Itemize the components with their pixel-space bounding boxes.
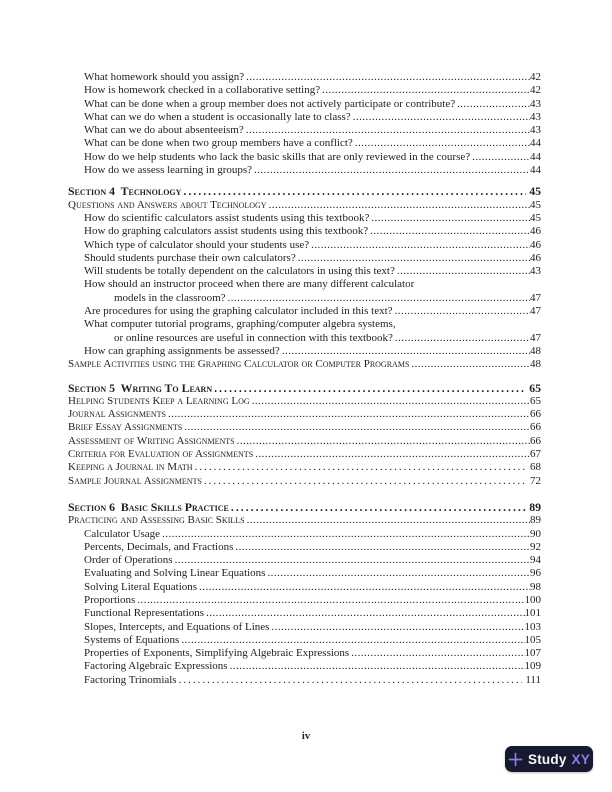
toc-entry xyxy=(68,164,541,177)
studyxy-badge xyxy=(505,746,593,772)
toc-entry-title: What can we do about absenteeism? xyxy=(84,124,244,137)
toc-entry xyxy=(68,621,541,634)
dot-leader xyxy=(296,252,530,265)
toc-entry xyxy=(68,225,541,238)
toc-entry xyxy=(68,421,541,434)
toc-entry xyxy=(68,124,541,137)
toc-entry-page-number: 47 xyxy=(530,291,541,304)
toc-entry xyxy=(68,647,541,660)
toc-entry-page-number: 45 xyxy=(530,211,541,224)
toc-entry-title: Criteria for Evaluation of Assignments xyxy=(68,448,254,461)
toc-entry-page-number: 67 xyxy=(530,448,541,461)
dot-leader xyxy=(179,634,524,647)
toc-entry-title: Factoring Trinomials xyxy=(84,673,177,686)
toc-entry xyxy=(68,239,541,252)
toc-entry-title: Order of Operations xyxy=(84,554,173,567)
toc-entry-title: Journal Assignments xyxy=(68,408,166,421)
toc-entry xyxy=(68,137,541,150)
dot-leader xyxy=(160,528,530,541)
toc-entry-page-number: 72 xyxy=(530,474,541,487)
toc-entry xyxy=(68,594,541,607)
toc-entry-title: What can we do when a student is occasionally late to class? xyxy=(84,110,351,123)
toc-entry xyxy=(68,448,541,461)
toc-entry-page-number: 65 xyxy=(530,394,541,407)
dot-leader xyxy=(409,358,530,371)
dot-leader xyxy=(173,554,530,567)
dot-leader xyxy=(368,225,530,238)
toc-entry xyxy=(68,305,541,318)
dot-leader xyxy=(470,151,530,164)
toc-entry xyxy=(68,332,541,345)
toc-entry-title: Practicing and Assessing Basic Skills xyxy=(68,514,245,527)
toc-entry-page-number: 98 xyxy=(530,580,541,593)
toc-entry-page-number: 100 xyxy=(524,593,541,606)
table-of-contents xyxy=(68,71,541,687)
toc-entry xyxy=(68,252,541,265)
toc-entry-page-number: 89 xyxy=(529,499,541,514)
toc-entry-page-number: 92 xyxy=(530,540,541,553)
toc-entry-page-number: 43 xyxy=(530,110,541,123)
dot-leader xyxy=(455,98,530,111)
dot-leader xyxy=(177,674,523,687)
toc-entry-title: Solving Literal Equations xyxy=(84,580,198,593)
toc-entry xyxy=(68,84,541,97)
studyxy-wordmark-study: Study xyxy=(528,751,567,767)
dot-leader xyxy=(193,461,527,474)
toc-entry-title: How do we assess learning in groups? xyxy=(84,164,253,177)
toc-entry-title: Keeping a Journal in Math xyxy=(68,461,193,474)
toc-entry xyxy=(68,382,541,395)
toc-entry-page-number: 66 xyxy=(530,421,541,434)
toc-entry-title: Questions and Answers about Technology xyxy=(68,198,267,211)
toc-entry xyxy=(68,345,541,358)
toc-entry-title: Section 4 Technology xyxy=(68,184,182,199)
toc-entry-page-number: 111 xyxy=(525,673,541,686)
toc-entry-page-number: 43 xyxy=(530,124,541,137)
toc-entry xyxy=(68,514,541,527)
toc-entry-title: How is homework checked in a collaborative setting? xyxy=(84,84,321,97)
toc-entry xyxy=(68,475,541,488)
toc-entry xyxy=(68,581,541,594)
dot-leader xyxy=(244,71,530,84)
page-number-folio: iv xyxy=(301,731,311,742)
toc-entry-title: Factoring Algebraic Expressions xyxy=(84,660,228,673)
toc-entry-title: or online resources are useful in connection with this textbook? xyxy=(114,331,393,344)
toc-entry xyxy=(68,501,541,514)
dot-leader xyxy=(349,647,524,660)
toc-entry xyxy=(68,634,541,647)
toc-entry-title: Calculator Usage xyxy=(84,527,161,540)
toc-entry-page-number: 46 xyxy=(530,251,541,264)
dot-leader xyxy=(182,421,530,434)
toc-entry-page-number: 101 xyxy=(524,607,541,620)
dot-leader xyxy=(233,541,530,554)
toc-entry xyxy=(68,395,541,408)
toc-entry xyxy=(68,98,541,111)
toc-entry xyxy=(68,151,541,164)
toc-entry-page-number: 44 xyxy=(530,150,541,163)
dot-leader xyxy=(320,84,530,97)
toc-entry-page-number: 47 xyxy=(530,331,541,344)
toc-entry-page-number: 43 xyxy=(530,97,541,110)
toc-entry-page-number: 45 xyxy=(530,198,541,211)
dot-leader xyxy=(252,164,530,177)
dot-leader xyxy=(280,345,530,358)
toc-entry xyxy=(68,660,541,673)
dot-leader xyxy=(269,621,524,634)
toc-entry xyxy=(68,408,541,421)
toc-entry-title: Should students purchase their own calculators? xyxy=(84,251,296,264)
dot-leader xyxy=(235,435,530,448)
dot-leader xyxy=(226,292,530,305)
toc-entry-page-number: 94 xyxy=(530,554,541,567)
toc-entry xyxy=(68,435,541,448)
toc-entry-title: Systems of Equations xyxy=(84,633,180,646)
toc-entry xyxy=(68,265,541,278)
toc-entry-page-number: 42 xyxy=(530,84,541,97)
dot-leader xyxy=(393,305,530,318)
toc-entry-page-number: 66 xyxy=(530,434,541,447)
toc-entry-title: Evaluating and Solving Linear Equations xyxy=(84,567,266,580)
toc-entry-page-number: 47 xyxy=(530,305,541,318)
toc-entry-page-number: 48 xyxy=(530,344,541,357)
toc-entry-title: Assessment of Writing Assignments xyxy=(68,434,235,447)
toc-entry-title: models in the classroom? xyxy=(114,291,226,304)
toc-entry xyxy=(68,541,541,554)
toc-entry xyxy=(68,358,541,371)
toc-entry xyxy=(68,554,541,567)
toc-entry-title: How do we help students who lack the basic skills that are only reviewed in the course? xyxy=(84,150,471,163)
toc-entry-title: How do scientific calculators assist students using this textbook? xyxy=(84,211,370,224)
dot-leader xyxy=(204,607,524,620)
toc-entry-page-number: 44 xyxy=(530,137,541,150)
toc-entry-title: Helping Students Keep a Learning Log xyxy=(68,394,250,407)
toc-entry-title: What can be done when two group members have a conflict? xyxy=(84,137,353,150)
dot-leader xyxy=(212,382,526,395)
dot-leader xyxy=(181,185,526,198)
toc-entry-title: How do graphing calculators assist students using this textbook? xyxy=(84,225,369,238)
dot-leader xyxy=(135,594,524,607)
dot-leader xyxy=(395,265,530,278)
toc-entry-page-number: 44 xyxy=(530,164,541,177)
toc-entry-title: What can be done when a group member does not actively participate or contribute? xyxy=(84,97,456,110)
page-footer xyxy=(0,731,612,742)
toc-entry-page-number: 96 xyxy=(530,567,541,580)
toc-entry-title: Are procedures for using the graphing calculator included in this text? xyxy=(84,305,393,318)
dot-leader xyxy=(202,475,527,488)
toc-entry-title: Percents, Decimals, and Fractions xyxy=(84,540,234,553)
toc-entry-title: Section 5 Writing To Learn xyxy=(68,380,213,395)
toc-entry-page-number: 105 xyxy=(524,633,541,646)
dot-leader xyxy=(369,212,530,225)
toc-entry-title: Section 6 Basic Skills Practice xyxy=(68,499,229,514)
toc-entry-page-number: 46 xyxy=(530,238,541,251)
toc-entry-page-number: 48 xyxy=(530,358,541,371)
dot-leader xyxy=(245,514,530,527)
toc-entry-title: Brief Essay Assignments xyxy=(68,421,183,434)
toc-entry xyxy=(68,212,541,225)
toc-entry-title: Sample Journal Assignments xyxy=(68,474,202,487)
toc-entry-page-number: 65 xyxy=(529,380,541,395)
toc-entry-page-number: 45 xyxy=(529,184,541,199)
dot-leader xyxy=(229,501,526,514)
toc-entry-title: Slopes, Intercepts, and Equations of Lines xyxy=(84,620,270,633)
toc-entry xyxy=(68,111,541,124)
toc-entry xyxy=(68,292,541,305)
dot-leader xyxy=(351,111,530,124)
toc-entry-title: How can graphing assignments be assessed? xyxy=(84,344,280,357)
toc-entry-title: Proportions xyxy=(84,593,136,606)
dot-leader xyxy=(265,567,530,580)
toc-entry-page-number: 43 xyxy=(530,265,541,278)
dot-leader xyxy=(228,660,525,673)
toc-entry-title: What homework should you assign? xyxy=(84,71,245,83)
dot-leader xyxy=(253,448,530,461)
toc-entry-title: Will students be totally dependent on the calculators in using this text? xyxy=(84,265,395,278)
dot-leader xyxy=(267,199,530,212)
toc-entry xyxy=(68,318,541,331)
toc-entry-page-number: 90 xyxy=(530,527,541,540)
studyxy-wordmark-xy: XY xyxy=(571,751,590,767)
toc-entry xyxy=(68,185,541,198)
toc-entry-title: Which type of calculator should your students use? xyxy=(84,238,310,251)
toc-entry xyxy=(68,674,541,687)
toc-entry-page-number: 109 xyxy=(524,660,541,673)
dot-leader xyxy=(250,395,530,408)
dot-leader xyxy=(244,124,530,137)
toc-entry-title: Properties of Exponents, Simplifying Algebraic Expressions xyxy=(84,647,350,660)
toc-entry-page-number: 66 xyxy=(530,408,541,421)
toc-entry-page-number: 103 xyxy=(524,620,541,633)
toc-entry xyxy=(68,567,541,580)
toc-entry-page-number: 107 xyxy=(524,647,541,660)
toc-entry xyxy=(68,528,541,541)
toc-entry-title: Functional Representations xyxy=(84,607,205,620)
toc-entry xyxy=(68,461,541,474)
toc-entry xyxy=(68,278,541,291)
toc-entry-page-number: 89 xyxy=(530,514,541,527)
dot-leader xyxy=(197,581,530,594)
toc-entry-page-number: 42 xyxy=(530,71,541,83)
plus-icon xyxy=(508,752,523,767)
dot-leader xyxy=(353,137,530,150)
dot-leader xyxy=(166,408,530,421)
toc-entry-title: What computer tutorial programs, graphing/computer algebra systems, xyxy=(84,318,396,331)
toc-entry xyxy=(68,71,541,84)
toc-entry-page-number: 46 xyxy=(530,225,541,238)
toc-entry-title: How should an instructor proceed when there are many different calculator xyxy=(84,278,415,291)
dot-leader xyxy=(393,332,530,345)
toc-entry-page-number: 68 xyxy=(530,461,541,474)
toc-entry xyxy=(68,607,541,620)
dot-leader xyxy=(309,239,530,252)
toc-entry xyxy=(68,199,541,212)
toc-entry-title: Sample Activities using the Graphing Calculator or Computer Programs xyxy=(68,358,410,371)
